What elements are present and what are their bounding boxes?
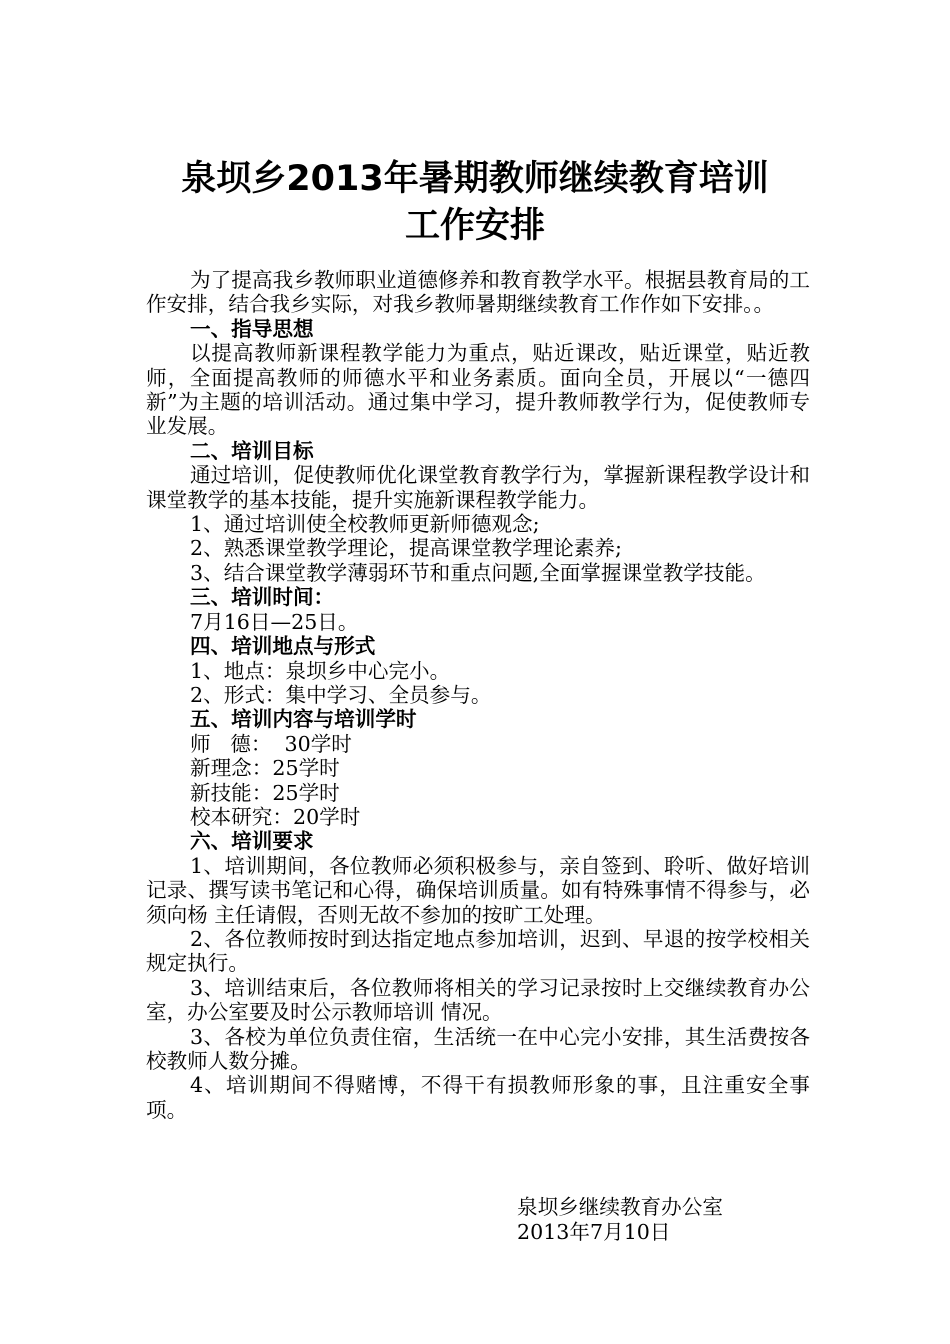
hours-item: 校本研究：20学时	[190, 804, 361, 829]
document-title-line-1: 泉坝乡2013年暑期教师继续教育培训	[181, 159, 769, 199]
requirement-item: 2、各位教师按时到达指定地点参加培训，迟到、早退的按学校相关规定执行。	[146, 926, 810, 976]
goal-item: 1、通过培训使全校教师更新师德观念;	[190, 512, 540, 537]
document-body	[146, 268, 810, 1122]
signature-org: 泉坝乡继续教育办公室	[517, 1195, 723, 1219]
section-heading-training-goals: 二、培训目标	[190, 438, 314, 463]
intro-paragraph: 为了提高我乡教师职业道德修养和教育教学水平。根据县教育局的工作安排，结合我乡实际，对我乡教师暑期继续教育工作作如下安排。。	[146, 268, 810, 317]
signature-date: 2013年7月10日	[517, 1220, 671, 1244]
section-text-training-goals: 通过培训，促使教师优化课堂教育教学行为，掌握新课程教学设计和课堂教学的基本技能，提升实施新课程教学能力。	[146, 463, 810, 512]
section-heading-requirements: 六、培训要求	[190, 829, 314, 854]
hours-item: 新理念：25学时	[190, 756, 340, 781]
goal-item: 2、熟悉课堂教学理论，提高课堂教学理论素养;	[190, 536, 622, 561]
signature-block	[517, 1195, 723, 1245]
section-text-guiding-ideology: 以提高教师新课程教学能力为重点，贴近课改，贴近课堂，贴近教师，全面提高教师的师德水平和业务素质。面向全员，开展以“一德四新”为主题的培训活动。通过集中学习，提升教师教学行为，促使教师专业发展。	[146, 341, 810, 439]
section-heading-location-format: 四、培训地点与形式	[190, 634, 376, 659]
training-time-value: 7月16日—25日。	[190, 609, 359, 634]
requirement-item: 3、各校为单位负责住宿，生活统一在中心完小安排，其生活费按各校教师人数分摊。	[146, 1024, 810, 1073]
document-title-line-2: 工作安排	[404, 206, 545, 246]
requirement-item: 1、培训期间，各位教师必须积极参与，亲自签到、聆听、做好培训记录、撰写读书笔记和心得，确保培训质量。如有特殊事情不得参与，必须向杨 主任请假，否则无故不参加的按旷工处理。	[146, 853, 810, 927]
section-heading-content-hours: 五、培训内容与培训学时	[190, 707, 417, 732]
format-item: 2、形式：集中学习、全员参与。	[190, 682, 492, 707]
requirement-item: 4、培训期间不得赌博，不得干有损教师形象的事，且注重安全事项。	[146, 1073, 810, 1122]
section-heading-training-time: 三、培训时间：	[190, 585, 335, 610]
requirement-item: 3、培训结束后，各位教师将相关的学习记录按时上交继续教育办公室，办公室要及时公示教师培训 情况。	[146, 975, 810, 1025]
goal-item: 3、结合课堂教学薄弱环节和重点问题,全面掌握课堂教学技能。	[190, 560, 766, 585]
section-heading-guiding-ideology: 一、指导思想	[190, 316, 314, 341]
location-item: 1、地点：泉坝乡中心完小。	[190, 658, 451, 683]
hours-item: 新技能：25学时	[190, 780, 340, 805]
hours-item: 师 德： 30学时	[190, 731, 352, 756]
